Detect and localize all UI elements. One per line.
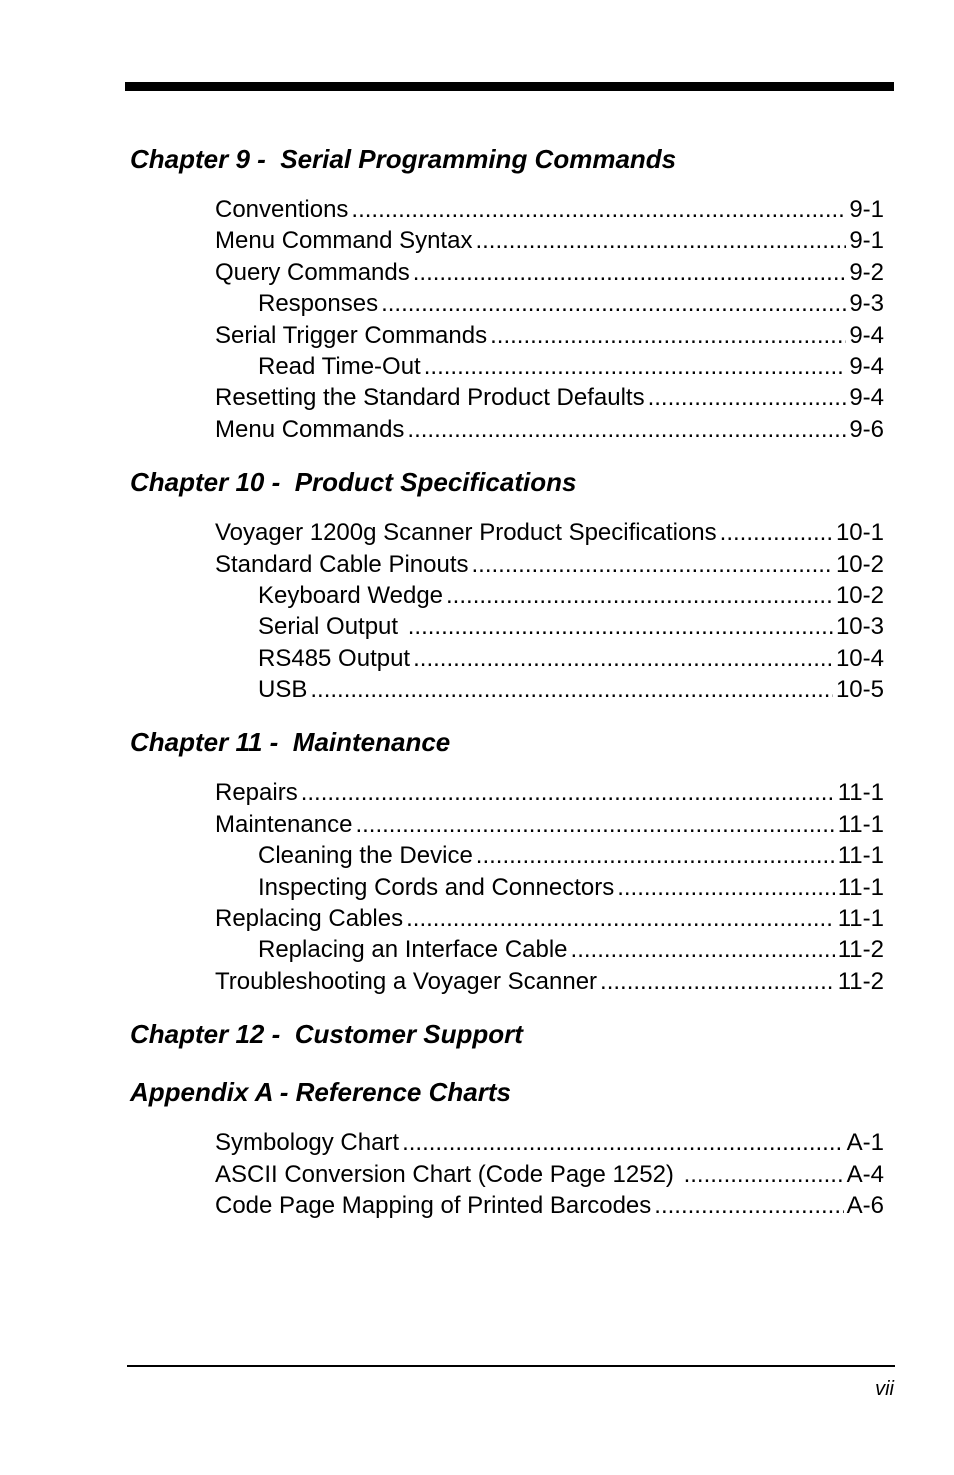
- toc-entry-label: Responses: [258, 290, 379, 318]
- bottom-rule: [127, 1365, 895, 1367]
- toc-entry-page: 11-1: [837, 905, 884, 933]
- toc-entry[interactable]: [130, 194, 884, 225]
- toc-entry-page: 9-3: [849, 290, 884, 318]
- toc-entry-page: 9-4: [849, 384, 884, 412]
- dot-leader: [476, 840, 835, 871]
- toc-entry[interactable]: [130, 1190, 884, 1221]
- dot-leader: [310, 674, 833, 705]
- toc-entry-label: RS485 Output: [258, 644, 411, 672]
- top-rule: [125, 82, 894, 91]
- toc-entry-label: Troubleshooting a Voyager Scanner: [215, 967, 598, 995]
- toc-entry-label: ASCII Conversion Chart (Code Page 1252): [215, 1160, 681, 1188]
- section-title: Appendix A - Reference Charts: [130, 1077, 511, 1108]
- toc-section: [130, 723, 884, 997]
- toc-entry-label: Standard Cable Pinouts: [215, 550, 469, 578]
- toc-section: [130, 1073, 884, 1221]
- toc-entry-page: 9-4: [849, 321, 884, 349]
- toc-entry-page: 10-1: [835, 519, 884, 547]
- toc-entry-page: 11-2: [837, 936, 884, 964]
- dot-leader: [381, 288, 846, 319]
- toc-entry[interactable]: [130, 351, 884, 382]
- toc-entry-label: Code Page Mapping of Printed Barcodes: [215, 1191, 652, 1219]
- toc-entry[interactable]: [130, 580, 884, 611]
- toc-entry-label: Repairs: [215, 779, 298, 807]
- toc-entry-page: 11-1: [837, 873, 884, 901]
- toc-entry[interactable]: [130, 517, 884, 548]
- toc-entry-label: Keyboard Wedge: [258, 581, 444, 609]
- toc-entry-page: 9-1: [849, 227, 884, 255]
- toc-entry[interactable]: [130, 414, 884, 445]
- toc-entry[interactable]: [130, 872, 884, 903]
- toc-entry-page: 10-3: [835, 613, 884, 641]
- toc-section: [130, 463, 884, 705]
- toc-entry-page: 10-2: [835, 581, 884, 609]
- toc-entry[interactable]: [130, 840, 884, 871]
- toc-entry-page: A-4: [846, 1160, 884, 1188]
- toc-entry[interactable]: [130, 1159, 884, 1190]
- toc-entry[interactable]: [130, 320, 884, 351]
- dot-leader: [413, 643, 833, 674]
- toc-entry-page: 9-4: [849, 352, 884, 380]
- toc-entry[interactable]: [130, 674, 884, 705]
- dot-leader: [446, 580, 833, 611]
- toc-entry-list: [130, 1127, 884, 1221]
- toc-entry[interactable]: [130, 225, 884, 256]
- toc-entry-page: 11-1: [837, 842, 884, 870]
- toc-entry-list: [130, 517, 884, 705]
- toc-entry[interactable]: [130, 288, 884, 319]
- toc-entry-list: [130, 194, 884, 445]
- toc-entry[interactable]: [130, 903, 884, 934]
- dot-leader: [684, 1159, 844, 1190]
- toc-entry-page: A-6: [846, 1191, 884, 1219]
- dot-leader: [490, 320, 846, 351]
- dot-leader: [413, 257, 847, 288]
- dot-leader: [472, 549, 833, 580]
- toc-entry-page: 11-1: [837, 779, 884, 807]
- section-title: Chapter 11 - Maintenance: [130, 727, 451, 758]
- dot-leader: [406, 903, 835, 934]
- toc-section: [130, 140, 884, 445]
- toc-entry-label: Resetting the Standard Product Defaults: [215, 384, 645, 412]
- toc-entry[interactable]: [130, 611, 884, 642]
- toc-entry-label: Voyager 1200g Scanner Product Specifications: [215, 519, 717, 547]
- toc-entry[interactable]: [130, 382, 884, 413]
- dot-leader: [571, 934, 835, 965]
- dot-leader: [475, 225, 846, 256]
- toc-entry-list: [130, 777, 884, 997]
- dot-leader: [648, 382, 847, 413]
- toc-entry-page: 9-6: [849, 415, 884, 443]
- dot-leader: [408, 611, 833, 642]
- toc-entry-label: Inspecting Cords and Connectors: [258, 873, 615, 901]
- toc-entry-label: Menu Commands: [215, 415, 405, 443]
- toc-entry-label: Replacing Cables: [215, 905, 404, 933]
- toc-entry-page: 9-1: [849, 196, 884, 223]
- dot-leader: [402, 1127, 844, 1158]
- toc-entry-page: 11-1: [837, 810, 884, 838]
- dot-leader: [654, 1190, 843, 1221]
- toc-entry-label: Conventions: [215, 196, 349, 223]
- table-of-contents: [130, 140, 884, 1239]
- toc-entry[interactable]: [130, 1127, 884, 1158]
- toc-entry[interactable]: [130, 643, 884, 674]
- toc-entry-label: Serial Trigger Commands: [215, 321, 488, 349]
- toc-entry-page: 9-2: [849, 258, 884, 286]
- toc-entry[interactable]: [130, 934, 884, 965]
- toc-entry[interactable]: [130, 809, 884, 840]
- toc-entry[interactable]: [130, 549, 884, 580]
- toc-entry-page: A-1: [846, 1129, 884, 1157]
- toc-entry[interactable]: [130, 257, 884, 288]
- dot-leader: [424, 351, 847, 382]
- toc-entry-page: 10-2: [835, 550, 884, 578]
- toc-entry[interactable]: [130, 777, 884, 808]
- toc-section: [130, 1015, 884, 1053]
- dot-leader: [720, 517, 833, 548]
- toc-entry-label: Read Time-Out: [258, 352, 421, 380]
- toc-entry-page: 10-5: [835, 676, 884, 704]
- dot-leader: [407, 414, 846, 445]
- toc-entry-label: Cleaning the Device: [258, 842, 473, 870]
- toc-entry-label: Replacing an Interface Cable: [258, 936, 568, 964]
- toc-entry-label: Maintenance: [215, 810, 353, 838]
- dot-leader: [600, 966, 835, 997]
- section-title: Chapter 10 - Product Specifications: [130, 467, 577, 498]
- toc-entry-page: 10-4: [835, 644, 884, 672]
- section-title: Chapter 12 - Customer Support: [130, 1019, 523, 1050]
- dot-leader: [355, 809, 834, 840]
- toc-entry[interactable]: [130, 966, 884, 997]
- page-number: vii: [875, 1378, 894, 1400]
- dot-leader: [617, 872, 835, 903]
- section-title: Chapter 9 - Serial Programming Commands: [130, 144, 677, 174]
- toc-entry-label: Serial Output: [258, 613, 405, 641]
- dot-leader: [351, 194, 846, 225]
- toc-entry-label: Query Commands: [215, 258, 410, 286]
- toc-entry-label: Menu Command Syntax: [215, 227, 473, 255]
- toc-entry-page: 11-2: [837, 967, 884, 995]
- toc-entry-label: USB: [258, 676, 308, 704]
- dot-leader: [301, 777, 835, 808]
- toc-entry-label: Symbology Chart: [215, 1129, 400, 1157]
